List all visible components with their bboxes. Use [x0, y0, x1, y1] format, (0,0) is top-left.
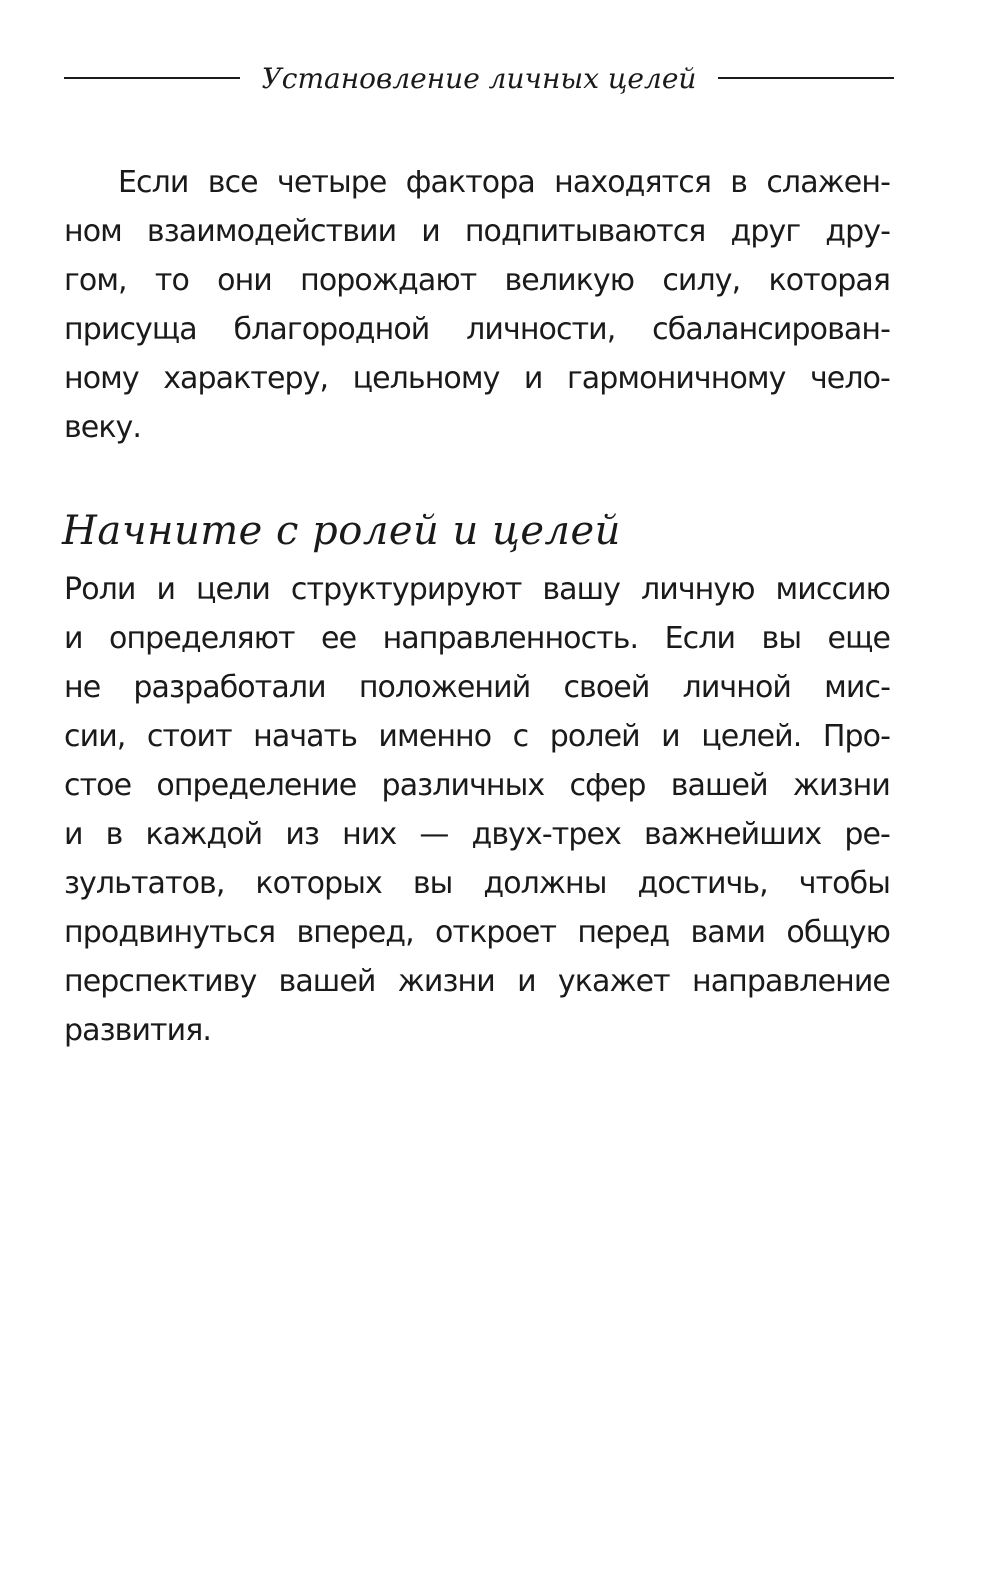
- text-line: ному характеру, цельному и гармоничному чело-: [64, 361, 890, 396]
- text-line: продвинуться вперед, откроет перед вами общую: [64, 915, 890, 950]
- text-line: перспективу вашей жизни и укажет направление: [64, 964, 890, 999]
- text-line: Если все четыре фактора находятся в слажен-: [118, 165, 890, 200]
- header-rule-right: [718, 77, 894, 79]
- text-line: присуща благородной личности, сбалансирован-: [64, 312, 890, 347]
- text-line: сии, стоит начать именно с ролей и целей. Про-: [64, 719, 890, 754]
- text-line: не разработали положений своей личной мис-: [64, 670, 890, 705]
- text-line: и определяют ее направленность. Если вы еще: [64, 621, 890, 656]
- text-line: ном взаимодействии и подпитываются друг дру-: [64, 214, 890, 249]
- header-rule-left: [64, 77, 240, 79]
- text-line: гом, то они порождают великую силу, которая: [64, 263, 890, 298]
- section-heading: Начните с ролей и целей: [62, 508, 621, 554]
- running-head: [64, 58, 894, 98]
- text-line: развития.: [64, 1013, 212, 1048]
- running-head-title: Установление личных целей: [261, 61, 697, 95]
- text-line: Роли и цели структурируют вашу личную миссию: [64, 572, 890, 607]
- text-line: зультатов, которых вы должны достичь, чтобы: [64, 866, 890, 901]
- text-line: и в каждой из них — двух-трех важнейших ре-: [64, 817, 890, 852]
- text-line: веку.: [64, 410, 142, 445]
- text-line: стое определение различных сфер вашей жизни: [64, 768, 890, 803]
